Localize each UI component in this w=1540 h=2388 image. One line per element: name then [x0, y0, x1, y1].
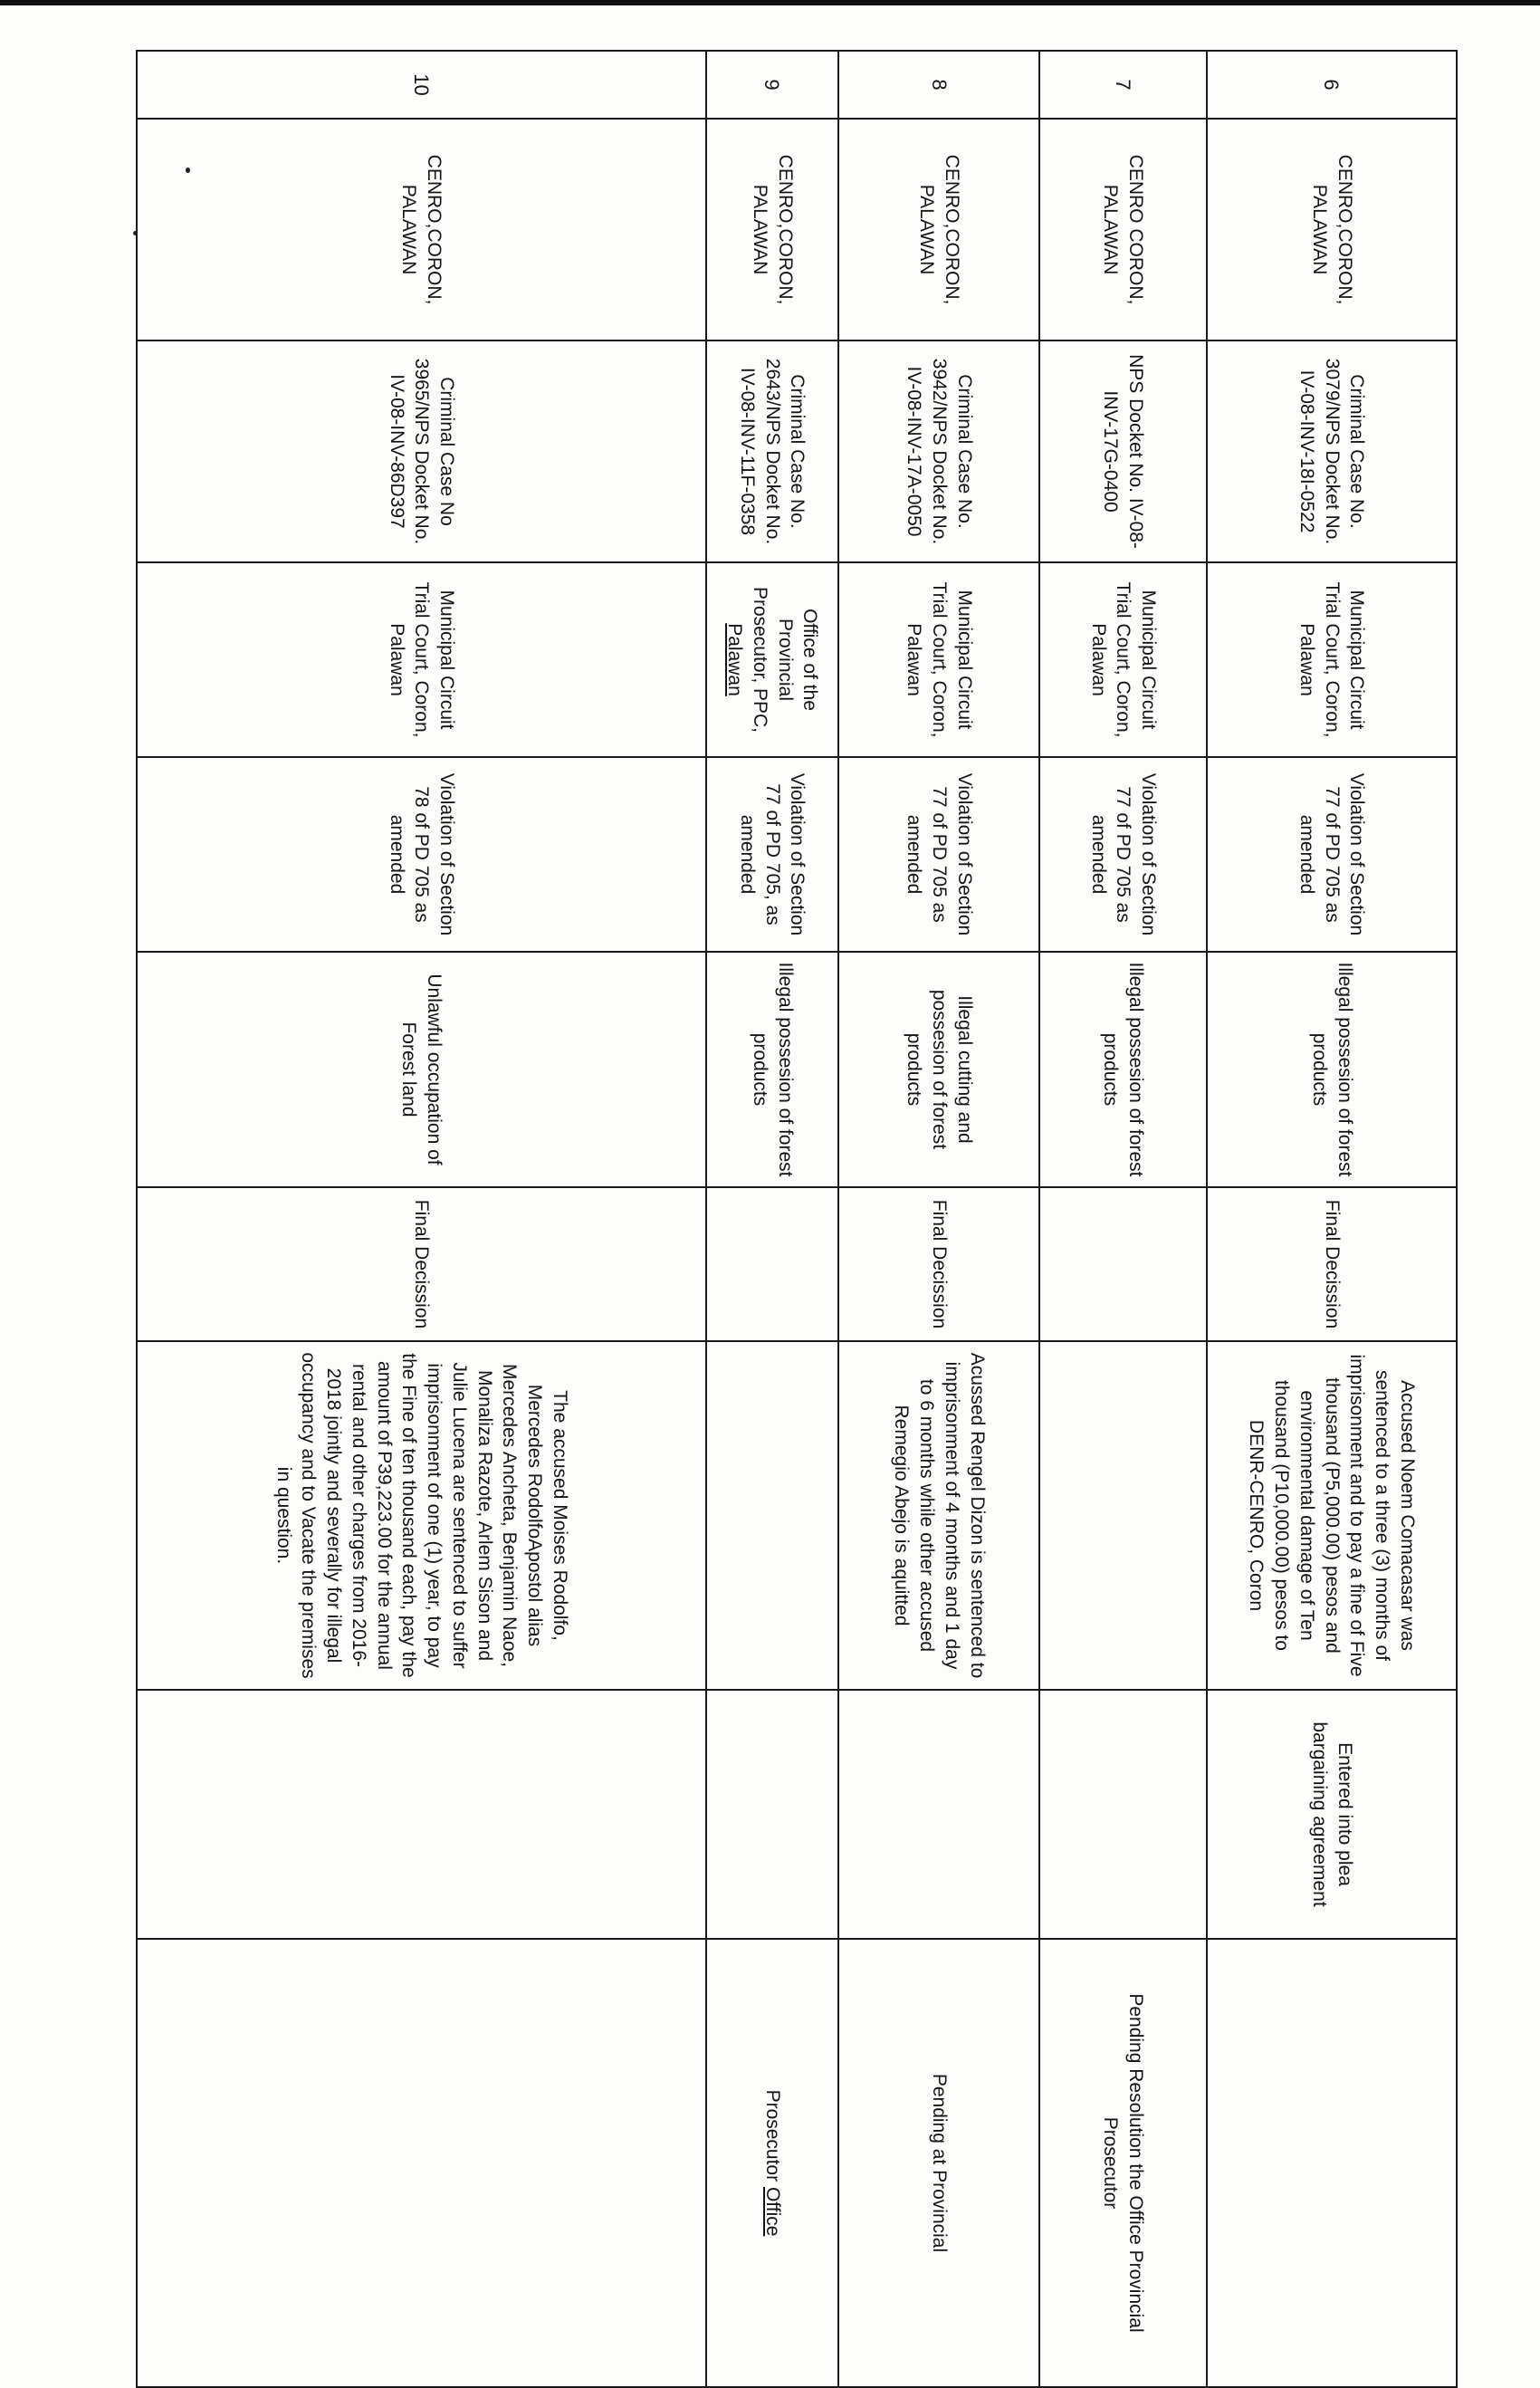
violation-cell: Violation of Section 77 of PD 705 as amended: [838, 757, 1039, 952]
docket-cell: Criminal Case No. 3942/NPS Docket No. IV-08-INV-17A-0050: [838, 340, 1039, 562]
table-row: [1039, 51, 1206, 2387]
status-cell: Final Decission: [137, 1187, 706, 1341]
court-text-underlined: Palawan: [724, 623, 746, 696]
offense-cell: Illegal possesion of forest products: [706, 952, 838, 1187]
offense-cell: Unlawful occupation of Forest land: [137, 952, 706, 1187]
decision-cell: The accused Moises Rodolfo, Mercedes RodolfoApostol alias Mercedes Ancheta, Benjamin Naoe, Monaliza Razote, Arlem Sison and Julie Lucena are sentenced to suffer imprisonment of one (1) year, to pay the Fine of ten thousand each, pay the amount of P39,223.00 for the annual rental and other charges from 2016-2018 jointly and severally for illegal occupancy and to Vacate the premises in question.: [137, 1341, 706, 1690]
pending-text: Prosecutor: [761, 2089, 783, 2187]
row-number: 6: [1207, 51, 1457, 119]
court-cell: Municipal Circuit Trial Court, Coron, Palawan: [1039, 562, 1206, 757]
scan-border: [0, 0, 1540, 5]
pending-cell: Pending at Provincial: [838, 1939, 1039, 2387]
status-cell: Final Decission: [838, 1187, 1039, 1341]
row-number: 9: [706, 51, 838, 119]
violation-cell: Violation of Section 77 of PD 705 as amended: [1039, 757, 1206, 952]
office-cell: CENRO CORON, PALAWAN: [1039, 119, 1206, 340]
remarks-cell: [706, 1690, 838, 1939]
row-number: 8: [838, 51, 1039, 119]
remarks-cell: [1039, 1690, 1206, 1939]
office-cell: CENRO,CORON, PALAWAN: [1207, 119, 1457, 340]
pending-cell: [706, 1939, 838, 2387]
docket-cell: Criminal Case No 3965/NPS Docket No. IV-08-INV-86D397: [137, 340, 706, 562]
violation-cell: Violation of Section 78 of PD 705 as amended: [137, 757, 706, 952]
status-cell: [1039, 1187, 1206, 1341]
cases-table: [136, 50, 1458, 2388]
table-row: [1207, 51, 1457, 2387]
status-cell: [706, 1187, 838, 1341]
decision-cell: Acussed Rengel Dizon is sentenced to imprisonment of 4 months and 1 day to 6 months while other accused Remegio Abejo is aquitted: [838, 1341, 1039, 1690]
office-cell: CENRO,CORON, PALAWAN: [838, 119, 1039, 340]
table-row: [706, 51, 838, 2387]
pending-cell: [1207, 1939, 1457, 2387]
rotated-page: [136, 50, 1458, 2386]
court-cell: [706, 562, 838, 757]
status-cell: Final Decission: [1207, 1187, 1457, 1341]
pending-text-underlined: Office: [761, 2186, 783, 2237]
pending-cell: [137, 1939, 706, 2387]
violation-cell: Violation of Section 77 of PD 705 as amended: [1207, 757, 1457, 952]
table-row: [137, 51, 706, 2387]
violation-cell: Violation of Section 77 of PD 705, as amended: [706, 757, 838, 952]
row-number: 10: [137, 51, 706, 119]
court-cell: Municipal Circuit Trial Court, Coron, Palawan: [1207, 562, 1457, 757]
row-number: 7: [1039, 51, 1206, 119]
office-cell: CENRO,CORON, PALAWAN: [137, 119, 706, 340]
docket-cell: Criminal Case No. 2643/NPS Docket No. IV-08-INV-11F-0358: [706, 340, 838, 562]
court-cell: Municipal Circuit Trial Court, Coron, Palawan: [838, 562, 1039, 757]
court-cell: Municipal Circuit Trial Court, Coron, Palawan: [137, 562, 706, 757]
docket-cell: NPS Docket No. IV-08-INV-17G-0400: [1039, 340, 1206, 562]
table-row: [838, 51, 1039, 2387]
offense-cell: Illegal cutting and possesion of forest products: [838, 952, 1039, 1187]
decision-cell: Accused Noem Comacasar was sentenced to a three (3) months of imprisonment and to pay a fine of Five thousand (P5,000.00) pesos and environmental damage of Ten thousand (P10,000.00) pesos to DENR-CENRO, Coron: [1207, 1341, 1457, 1690]
docket-cell: Criminal Case No. 3079/NPS Docket No. IV-08-INV-18I-0522: [1207, 340, 1457, 562]
pending-cell: Pending Resolution the Office Provincial Prosecutor: [1039, 1939, 1206, 2387]
offense-cell: Illegal possesion of forest products: [1039, 952, 1206, 1187]
decision-cell: [706, 1341, 838, 1690]
remarks-cell: Entered into plea bargaining agreement: [1207, 1690, 1457, 1939]
decision-cell: [1039, 1341, 1206, 1690]
offense-cell: Illegal possesion of forest products: [1207, 952, 1457, 1187]
remarks-cell: [137, 1690, 706, 1939]
remarks-cell: [838, 1690, 1039, 1939]
court-text: Office of the Provincial Prosecutor, PPC,: [749, 586, 821, 734]
office-cell: CENRO,CORON, PALAWAN: [706, 119, 838, 340]
